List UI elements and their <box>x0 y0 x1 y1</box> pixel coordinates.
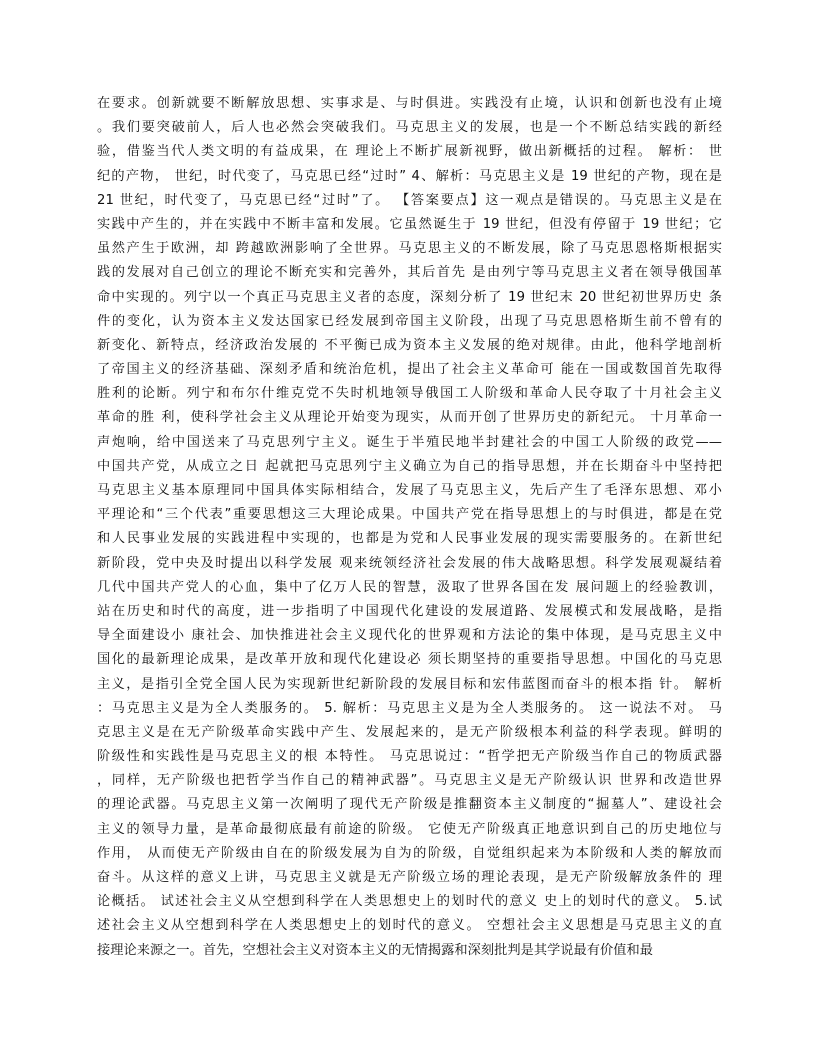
text-line: 作用， 从而使无产阶级由自在的阶级发展为自为的阶级，自觉组织起来为本阶级和人类的解放而 <box>97 845 722 861</box>
text-line: 革命的胜 利，使科学社会主义从理论开始变为现实，从而开创了世界历史的新纪元。 十月革命一 <box>97 410 722 426</box>
text-line: 实践中产生的，并在实践中不断丰富和发展。它虽然诞生于 19 世纪，但没有停留于 19 世纪；它 <box>97 216 722 232</box>
text-line: 验，借鉴当代人类文明的有益成果，在 理论上不断扩展新视野，做出新概括的过程。 解析： 世 <box>97 144 722 160</box>
text-line: ，同样，无产阶级也把哲学当作自己的精神武器”。马克思主义是无产阶级认识 世界和改造世界 <box>97 773 722 789</box>
text-line: 导全面建设小 康社会、加快推进社会主义现代化的世界观和方法论的集中体现，是马克思主义中 <box>97 628 722 644</box>
text-line: 纪的产物， 世纪，时代变了，马克思已经“过时” 4、解析：马克思主义是 19 世纪的产物，现在是 <box>97 168 722 184</box>
text-line: 主义，是指引全党全国人民为实现新世纪新阶段的发展目标和宏伟蓝图而奋斗的根本指 针。 解析 <box>97 676 722 692</box>
text-line: 。我们要突破前人，后人也必然会突破我们。马克思主义的发展，也是一个不断总结实践的新经 <box>97 120 722 136</box>
text-line: 马克思主义基本原理同中国具体实际相结合，发展了马克思主义，先后产生了毛泽东思想、邓小 <box>97 483 722 498</box>
text-line: 论概括。 试述社会主义从空想到科学在人类思想史上的划时代的意义 史上的划时代的意义。 5.试 <box>97 894 722 910</box>
text-line: 践的发展对自己创立的理论不断充实和完善外，其后首先 是由列宁等马克思主义者在领导俄国革 <box>97 265 722 281</box>
text-line: 的理论武器。马克思主义第一次阐明了现代无产阶级是推翻资本主义制度的“掘墓人”、建设社会 <box>97 797 722 813</box>
text-line: 几代中国共产党人的心血，集中了亿万人民的智慧，汲取了世界各国在发 展问题上的经验教训， <box>97 579 722 595</box>
text-line: 克思主义是在无产阶级革命实践中产生、发展起来的，是无产阶级根本利益的科学表现。鲜明的 <box>97 724 722 740</box>
text-line: 命中实现的。列宁以一个真正马克思主义者的态度，深刻分析了 19 世纪末 20 世纪初世界历史 条 <box>97 289 722 305</box>
text-line: 中国共产党，从成立之日 起就把马克思列宁主义确立为自己的指导思想，并在长期奋斗中坚持把 <box>97 458 722 474</box>
text-line: 平理论和“三个代表”重要思想这三大理论成果。中国共产党在指导思想上的与时俱进，都是在党 <box>97 507 722 523</box>
text-line: 声炮响，给中国送来了马克思列宁主义。诞生于半殖民地半封建社会的中国工人阶级的政党—— <box>97 434 722 450</box>
text-line: 站在历史和时代的高度，进一步指明了中国现代化建设的发展道路、发展模式和发展战略，是指 <box>97 603 722 619</box>
text-line: 胜利的论断。列宁和布尔什维克党不失时机地领导俄国工人阶级和革命人民夺取了十月社会主义 <box>97 386 722 402</box>
text-line: 奋斗。从这样的意义上讲，马克思主义就是无产阶级立场的理论表现，是无产阶级解放条件的 理 <box>97 870 722 885</box>
body-text <box>97 92 722 963</box>
text-line: ：马克思主义是为全人类服务的。 5. 解析：马克思主义是为全人类服务的。 这一说法不对。 马 <box>97 700 722 716</box>
text-line: 阶级性和实践性是马克思主义的根 本特性。 马克思说过：“哲学把无产阶级当作自己的物质武器 <box>97 749 722 765</box>
text-line: 件的变化，认为资本主义发达国家已经发展到帝国主义阶段，出现了马克思恩格斯生前不曾有的 <box>97 313 722 329</box>
text-line: 述社会主义从空想到科学在人类思想史上的划时代的意义。 空想社会主义思想是马克思主义的直 <box>97 918 722 934</box>
text-line: 和人民事业发展的实践进程中实现的，也都是为党和人民事业发展的现实需要服务的。在新世纪 <box>97 531 722 547</box>
text-line: 主义的领导力量，是革命最彻底最有前途的阶级。 它使无产阶级真正地意识到自己的历史地位与 <box>97 821 722 837</box>
text-line: 新变化、新特点，经济政治发展的 不平衡已成为资本主义发展的绝对规律。由此，他科学地剖析 <box>97 337 722 353</box>
text-line: 21 世纪，时代变了，马克思已经“过时”了。 【答案要点】这一观点是错误的。马克思主义是在 <box>97 192 722 208</box>
text-line: 接理论来源之一。首先，空想社会主义对资本主义的无情揭露和深刻批判是其学说最有价值和最 <box>97 942 653 958</box>
text-line: 在要求。创新就要不断解放思想、实事求是、与时俱进。实践没有止境，认识和创新也没有止境 <box>97 96 722 111</box>
text-line: 虽然产生于欧洲，却 跨越欧洲影响了全世界。马克思主义的不断发展，除了马克思恩格斯根据实 <box>97 241 722 257</box>
text-line: 了帝国主义的经济基础、深刻矛盾和统治危机，提出了社会主义革命可 能在一国或数国首先取得 <box>97 362 722 378</box>
text-line: 新阶段，党中央及时提出以科学发展 观来统领经济社会发展的伟大战略思想。科学发展观凝结着 <box>97 555 722 571</box>
text-line: 国化的最新理论成果，是改革开放和现代化建设必 须长期坚持的重要指导思想。中国化的马克思 <box>97 652 722 668</box>
